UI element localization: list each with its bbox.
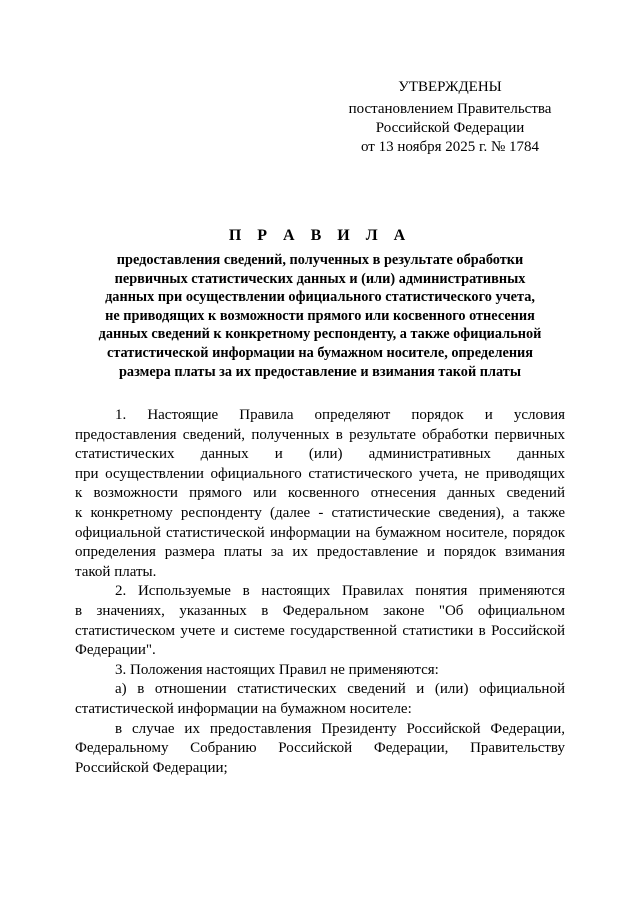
- paragraph-line: в случае их предоставления Президенту Российской Федерации,: [115, 720, 565, 737]
- paragraph-line: Федерации".: [75, 642, 156, 659]
- paragraph-3a: [75, 680, 565, 719]
- paragraph-line: 1. Настоящие Правила определяют порядок и условия: [115, 407, 565, 423]
- paragraph-line: статистических данных и (или) административных данных: [75, 446, 565, 463]
- subtitle-line: предоставления сведений, полученных в результате обработки: [116, 252, 524, 268]
- paragraph-line: официальной статистической информации на бумажном носителе, порядок: [75, 524, 565, 541]
- approval-stamp: [330, 78, 570, 157]
- paragraph-3: [75, 661, 565, 681]
- paragraph-line: 2. Используемые в настоящих Правилах понятия применяются: [115, 583, 565, 600]
- paragraph-2: [75, 582, 565, 660]
- paragraph-1: [75, 406, 565, 582]
- paragraph-line: предоставления сведений, полученных в результате обработки первичных: [75, 426, 565, 443]
- paragraph-line: Федеральному Собранию Российской Федерации, Правительству: [75, 740, 565, 757]
- paragraph-line: к конкретному респонденту (далее - статистические сведения), а также: [75, 504, 565, 521]
- subtitle-line: первичных статистических данных и (или) административных: [114, 270, 526, 287]
- paragraph-line: такой платы.: [75, 563, 157, 580]
- approval-line-federation: Российской Федерации: [375, 120, 525, 136]
- approval-line-resolution: постановлением Правительства: [348, 101, 552, 117]
- paragraph-line: статистическом учете и системе государственной статистики в Российской: [75, 622, 565, 639]
- document-title: П Р А В И Л А: [228, 227, 412, 244]
- paragraph-line: определения размера платы за их предоставление и порядок взимания: [75, 544, 565, 561]
- subtitle-line: данных при осуществлении официального статистического учета,: [105, 289, 535, 306]
- document-body: [75, 406, 565, 778]
- paragraph-line: Российской Федерации;: [75, 759, 228, 776]
- subtitle-line: статистической информации на бумажном носителе, определения: [106, 344, 534, 361]
- paragraph-line: при осуществлении официального статистического учета, не приводящих: [75, 465, 565, 482]
- paragraph-line: а) в отношении статистических сведений и (или) официальной: [115, 681, 565, 698]
- document-subtitle: [70, 251, 570, 381]
- subtitle-line: данных сведений к конкретному респонденту, а также официальной: [98, 326, 542, 343]
- paragraph-line: статистической информации на бумажном носителе:: [75, 700, 412, 717]
- subtitle-line: размера платы за их предоставление и взимания такой платы: [118, 363, 521, 380]
- paragraph-3a-item: [75, 720, 565, 779]
- subtitle-line: не приводящих к возможности прямого или косвенного отнесения: [105, 307, 535, 324]
- approval-line-date-number: от 13 ноября 2025 г. № 1784: [360, 139, 540, 155]
- approval-heading: УТВЕРЖДЕНЫ: [398, 79, 502, 95]
- paragraph-line: 3. Положения настоящих Правил не применяются:: [115, 661, 439, 678]
- paragraph-line: к возможности прямого или косвенного отнесения данных сведений: [75, 485, 565, 502]
- paragraph-line: в значениях, указанных в Федеральном законе "Об официальном: [75, 602, 565, 619]
